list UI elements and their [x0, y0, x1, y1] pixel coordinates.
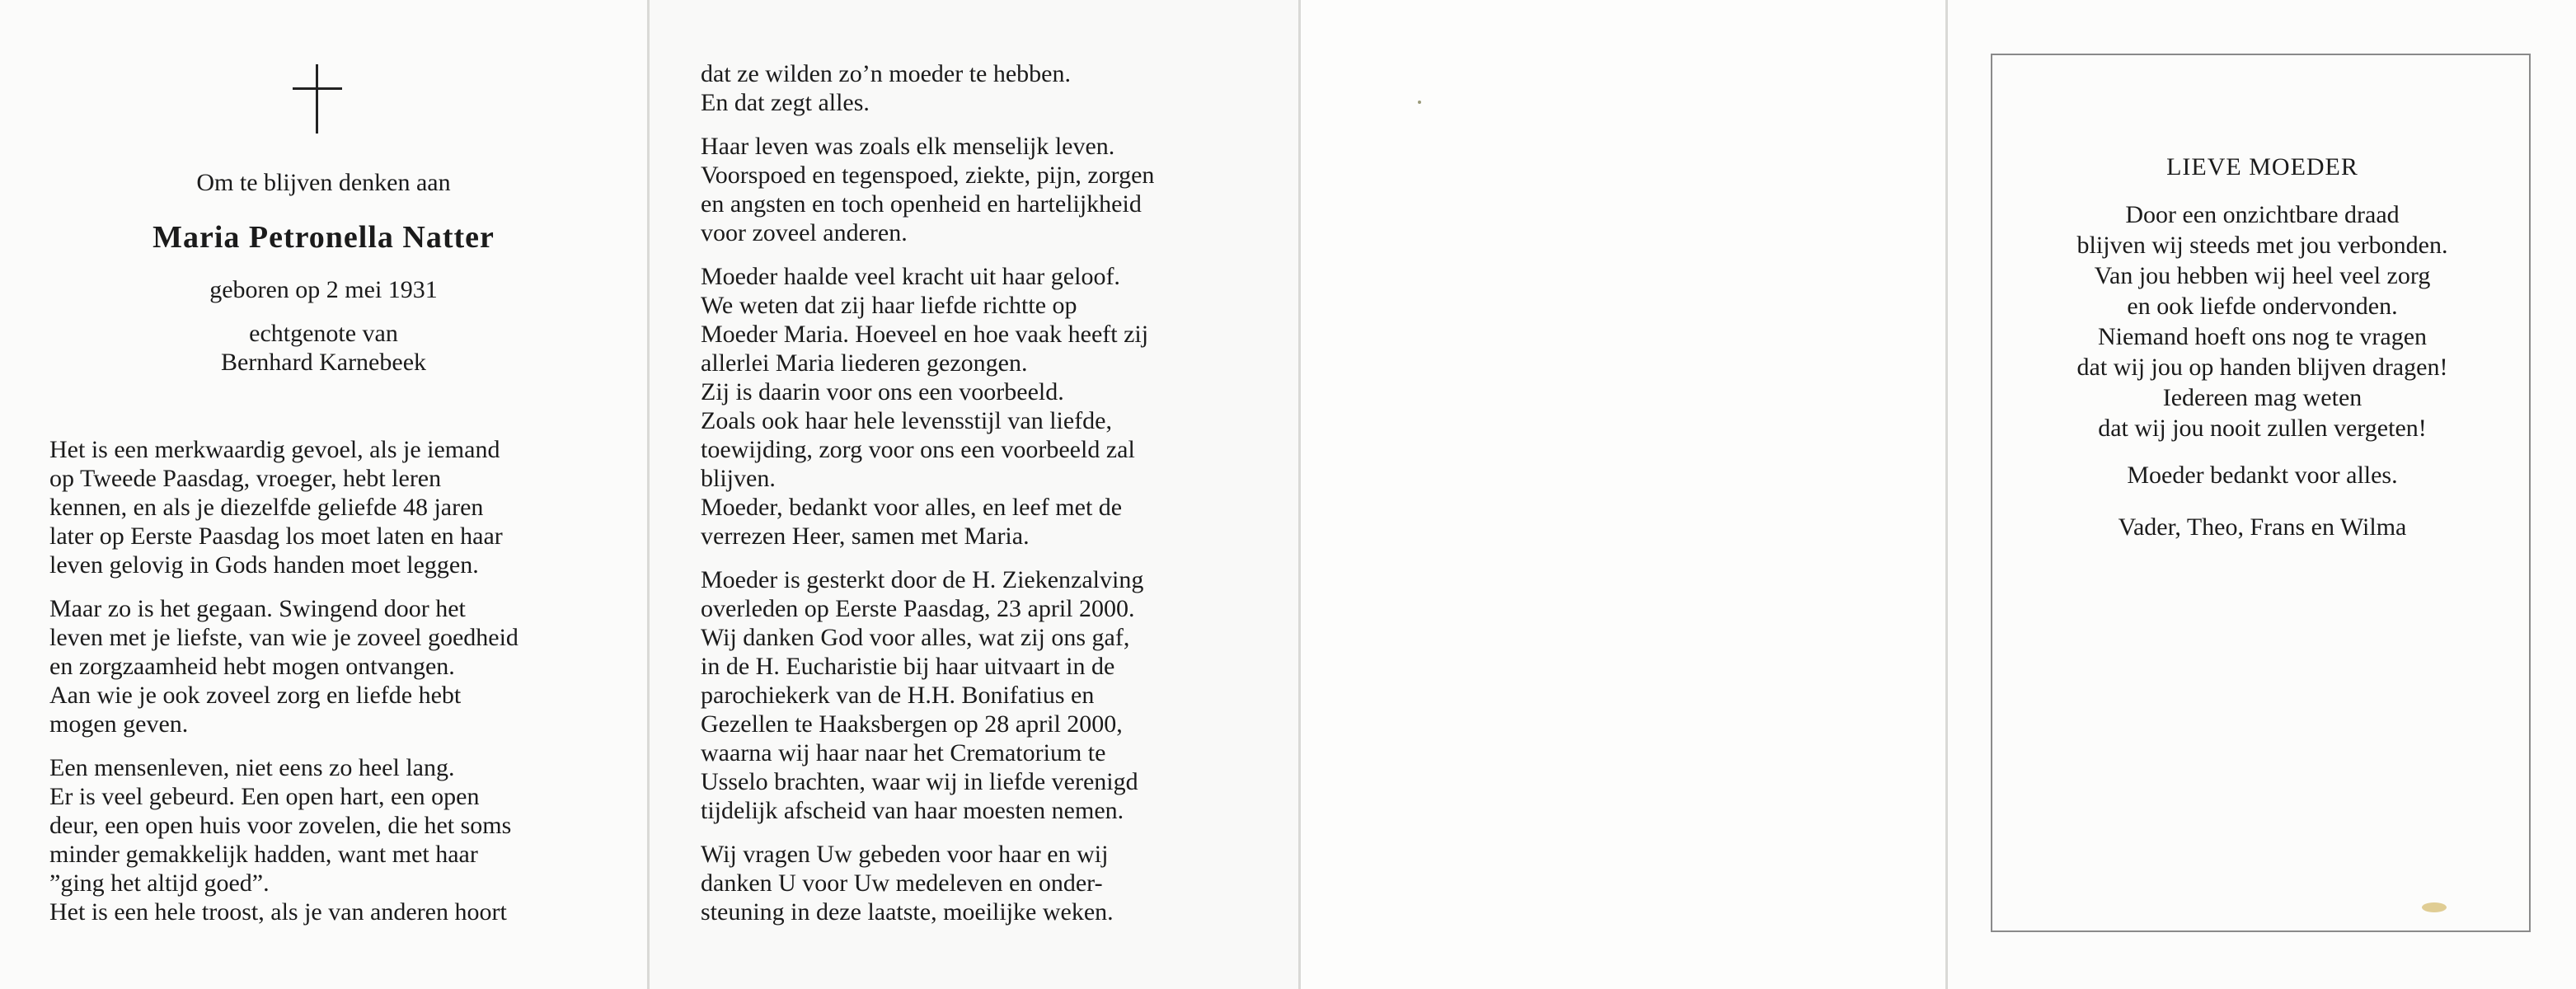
text-line: minder gemakkelijk hadden, want met haar: [49, 841, 478, 868]
card-panel-inside: [647, 0, 1298, 989]
paragraph: [701, 262, 1261, 551]
text-line: Het is een merkwaardig gevoel, als je iemand: [49, 436, 500, 463]
paragraph: [49, 594, 610, 738]
text-line: tijdelijk afscheid van haar moesten nemen.: [701, 797, 1124, 824]
paragraph: [49, 753, 610, 926]
paper-stain: [2422, 902, 2447, 912]
text-line: overleden op Eerste Paasdag, 23 april 2000.: [701, 595, 1135, 622]
fold-line: [1945, 0, 1948, 989]
text-line: ”ging het altijd goed”.: [49, 869, 270, 897]
text-line: dat ze wilden zo’n moeder te hebben.: [701, 60, 1071, 87]
memorial-header: [0, 168, 647, 377]
poem-line: dat wij jou op handen blijven dragen!: [2076, 354, 2448, 381]
paragraph: [701, 840, 1261, 926]
card-panel-blank: [1298, 0, 1945, 989]
cross-icon: [293, 64, 342, 134]
poem-line: Door een onzichtbare draad: [2125, 201, 2400, 228]
text-line: Zoals ook haar hele levensstijl van liefde,: [701, 407, 1112, 434]
text-line: Een mensenleven, niet eens zo heel lang.: [49, 754, 455, 781]
paragraph: [701, 59, 1261, 117]
fold-line: [647, 0, 650, 989]
text-line: Usselo brachten, waar wij in liefde verenigd: [701, 768, 1138, 795]
text-line: Haar leven was zoals elk menselijk leven.: [701, 133, 1115, 160]
text-line: later op Eerste Paasdag los moet laten en haar: [49, 523, 503, 550]
text-line: in de H. Eucharistie bij haar uitvaart in de: [701, 653, 1115, 680]
panel1-text: [49, 435, 610, 941]
paragraph: [701, 132, 1261, 247]
text-line: en angsten en toch openheid en hartelijkheid: [701, 190, 1142, 218]
spouse-name: Bernhard Karnebeek: [220, 349, 427, 376]
text-line: We weten dat zij haar liefde richtte op: [701, 292, 1077, 319]
text-line: danken U voor Uw medeleven en onder-: [701, 869, 1103, 897]
poem-line: Niemand hoeft ons nog te vragen: [2097, 323, 2428, 350]
card-panel-front: [0, 0, 647, 989]
poem-title: LIEVE MOEDER: [2166, 153, 2358, 180]
poem-line: Van jou hebben wij heel veel zorg: [2094, 262, 2431, 289]
text-line: Moeder Maria. Hoeveel en hoe vaak heeft zij: [701, 321, 1149, 348]
poem-line: blijven wij steeds met jou verbonden.: [2076, 232, 2448, 259]
text-line: Moeder is gesterkt door de H. Ziekenzalving: [701, 566, 1144, 593]
panel2-text: [701, 59, 1261, 941]
signature-line: Vader, Theo, Frans en Wilma: [2118, 513, 2407, 541]
text-line: En dat zegt alles.: [701, 89, 870, 116]
text-line: Er is veel gebeurd. Een open hart, een open: [49, 783, 480, 810]
text-line: voor zoveel anderen.: [701, 219, 908, 246]
poem-block: [1992, 152, 2532, 542]
text-line: kennen, en als je diezelfde geliefde 48 jaren: [49, 494, 484, 521]
text-line: leven met je liefste, van wie je zoveel goedheid: [49, 624, 518, 651]
card-panel-poem: [1945, 0, 2576, 989]
text-line: en zorgzaamheid hebt mogen ontvangen.: [49, 653, 455, 680]
text-line: verrezen Heer, samen met Maria.: [701, 523, 1030, 550]
text-line: Voorspoed en tegenspoed, ziekte, pijn, zorgen: [701, 162, 1155, 189]
paragraph: [701, 565, 1261, 825]
text-line: Moeder haalde veel kracht uit haar geloof.: [701, 263, 1120, 290]
paragraph: [49, 435, 610, 579]
text-line: parochiekerk van de H.H. Bonifatius en: [701, 682, 1095, 709]
spouse-label: echtgenote van: [249, 320, 398, 347]
paper-speck: [1418, 101, 1421, 104]
text-line: Moeder, bedankt voor alles, en leef met de: [701, 494, 1123, 521]
text-line: Gezellen te Haaksbergen op 28 april 2000,: [701, 710, 1123, 738]
text-line: steuning in deze laatste, moeilijke weken.: [701, 898, 1114, 926]
text-line: allerlei Maria liederen gezongen.: [701, 349, 1028, 377]
text-line: blijven.: [701, 465, 776, 492]
deceased-name: Maria Petronella Natter: [152, 220, 495, 255]
text-line: deur, een open huis voor zovelen, die het soms: [49, 812, 512, 839]
poem-line: en ook liefde ondervonden.: [2127, 293, 2398, 320]
text-line: Zij is daarin voor ons een voorbeeld.: [701, 378, 1064, 405]
text-line: leven gelovig in Gods handen moet leggen.: [49, 551, 479, 579]
intro-text: Om te blijven denken aan: [196, 169, 451, 196]
text-line: Wij vragen Uw gebeden voor haar en wij: [701, 841, 1109, 868]
text-line: Wij danken God voor alles, wat zij ons gaf,: [701, 624, 1130, 651]
birth-date: geboren op 2 mei 1931: [209, 276, 438, 303]
text-line: mogen geven.: [49, 710, 189, 738]
poem-line: dat wij jou nooit zullen vergeten!: [2098, 415, 2427, 442]
text-line: waarna wij haar naar het Crematorium te: [701, 739, 1106, 766]
fold-line: [1298, 0, 1301, 989]
poem-frame: [1991, 54, 2531, 932]
text-line: Het is een hele troost, als je van anderen hoort: [49, 898, 507, 926]
text-line: Maar zo is het gegaan. Swingend door het: [49, 595, 466, 622]
thanks-line: Moeder bedankt voor alles.: [2127, 462, 2398, 489]
text-line: Aan wie je ook zoveel zorg en liefde hebt: [49, 682, 462, 709]
poem-line: Iedereen mag weten: [2162, 384, 2363, 411]
text-line: toewijding, zorg voor ons een voorbeeld zal: [701, 436, 1135, 463]
text-line: op Tweede Paasdag, vroeger, hebt leren: [49, 465, 442, 492]
